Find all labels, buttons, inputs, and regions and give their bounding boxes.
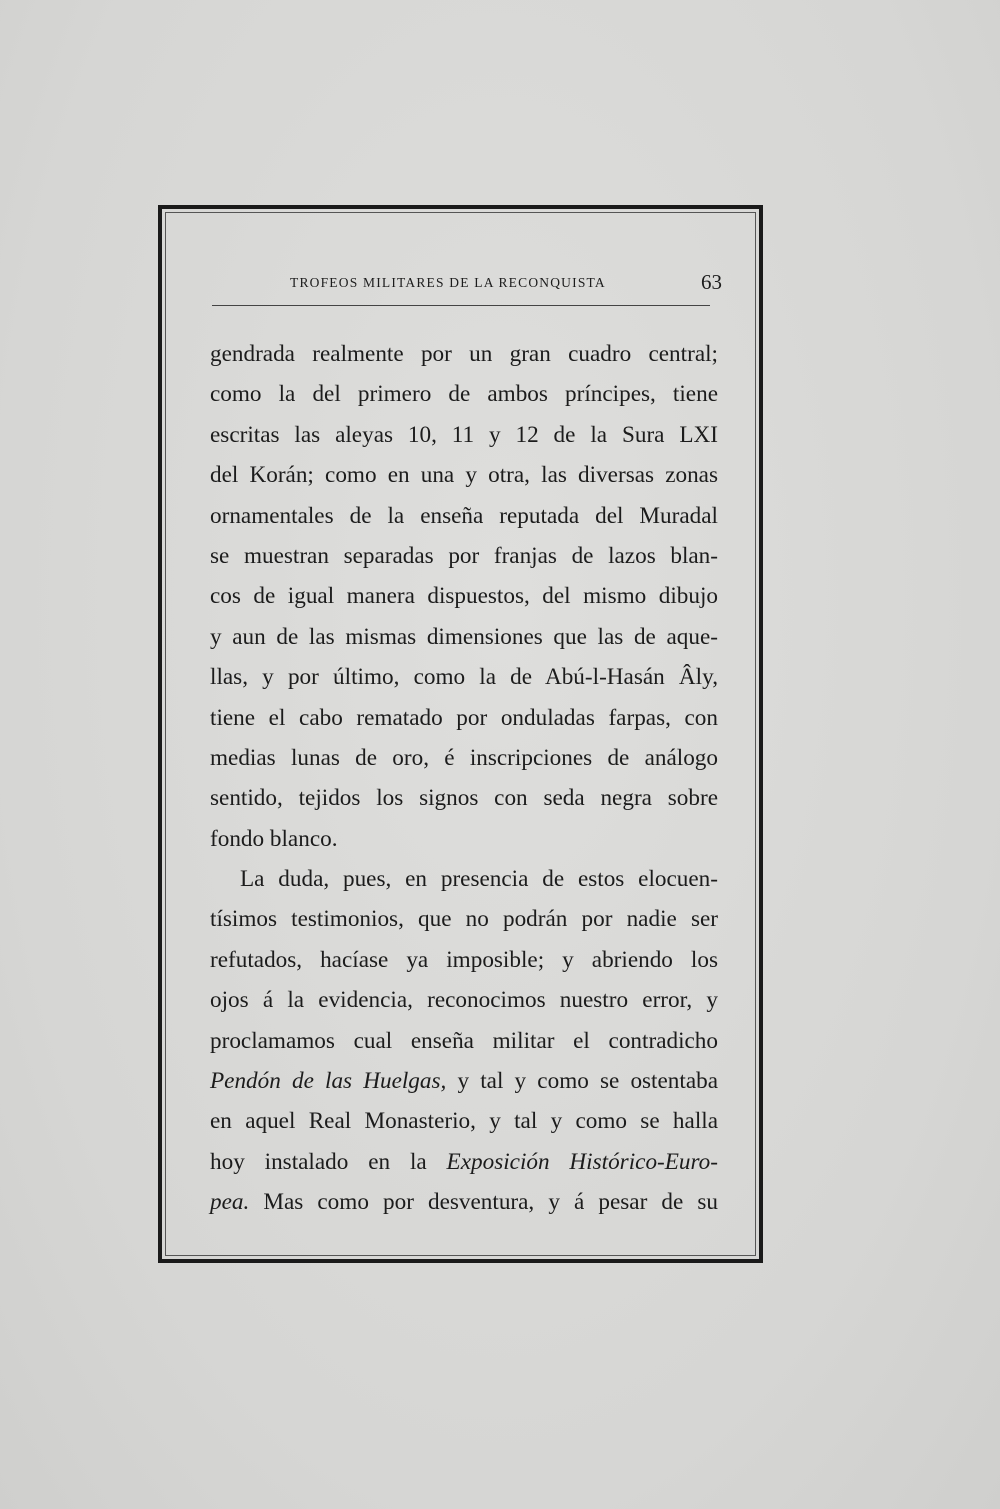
text-line: se muestran separadas por franjas de lazos blan- [210, 542, 718, 569]
text-fragment: y tal y como se ostentaba [446, 1068, 719, 1095]
text-line: medias lunas de oro, é inscripciones de análogo [210, 744, 718, 771]
text-line: llas, y por último, como la de Abú-l-Hasán Âly, [210, 664, 718, 691]
text-line: ornamentales de la enseña reputada del Muradal [210, 502, 718, 529]
text-line [210, 1142, 718, 1182]
text-fragment: hoy instalado en la [210, 1148, 447, 1175]
running-head [212, 270, 722, 298]
text-fragment: Mas como por desventura, y á pesar de su [249, 1189, 718, 1216]
body-text [210, 334, 718, 1223]
text-line: refutados, hacíase ya imposible; y abriendo los [210, 946, 718, 973]
text-line: como la del primero de ambos príncipes, tiene [210, 381, 718, 408]
text-line: sentido, tejidos los signos con seda negra sobre [210, 785, 718, 812]
italic-title: Pendón de las Huelgas, [210, 1068, 447, 1095]
paragraph-1 [210, 334, 718, 859]
text-line: tísimos testimonios, que no podrán por nadie ser [210, 906, 718, 933]
header-rule [212, 305, 710, 306]
text-line: La duda, pues, en presencia de estos elocuen- [240, 866, 718, 893]
running-title: TROFEOS MILITARES DE LA RECONQUISTA [290, 275, 606, 290]
text-line [210, 1061, 718, 1101]
italic-title: pea. [210, 1189, 250, 1216]
text-line: gendrada realmente por un gran cuadro central; [210, 341, 718, 367]
text-fragment: escritas las aleyas 10, 11 y 12 de la Sura [210, 421, 680, 448]
text-line [210, 1182, 718, 1222]
page-number: 63 [701, 270, 722, 294]
italic-title: Exposición Histórico-Euro- [446, 1148, 718, 1175]
text-line: tiene el cabo rematado por onduladas farpas, con [210, 704, 718, 731]
text-line [210, 415, 718, 455]
text-line: y aun de las mismas dimensiones que las de aque- [210, 623, 718, 650]
text-line: cos de igual manera dispuestos, del mismo dibujo [210, 583, 718, 610]
text-line: en aquel Real Monasterio, y tal y como se halla [210, 1108, 718, 1135]
text-line: del Korán; como en una y otra, las diversas zonas [210, 462, 718, 489]
text-line: proclamamos cual enseña militar el contradicho [210, 1027, 718, 1054]
sura-numeral: LXI [679, 421, 718, 448]
text-line: ojos á la evidencia, reconocimos nuestro error, y [210, 987, 718, 1014]
text-line: fondo blanco. [210, 825, 338, 852]
paragraph-2 [210, 859, 718, 1223]
